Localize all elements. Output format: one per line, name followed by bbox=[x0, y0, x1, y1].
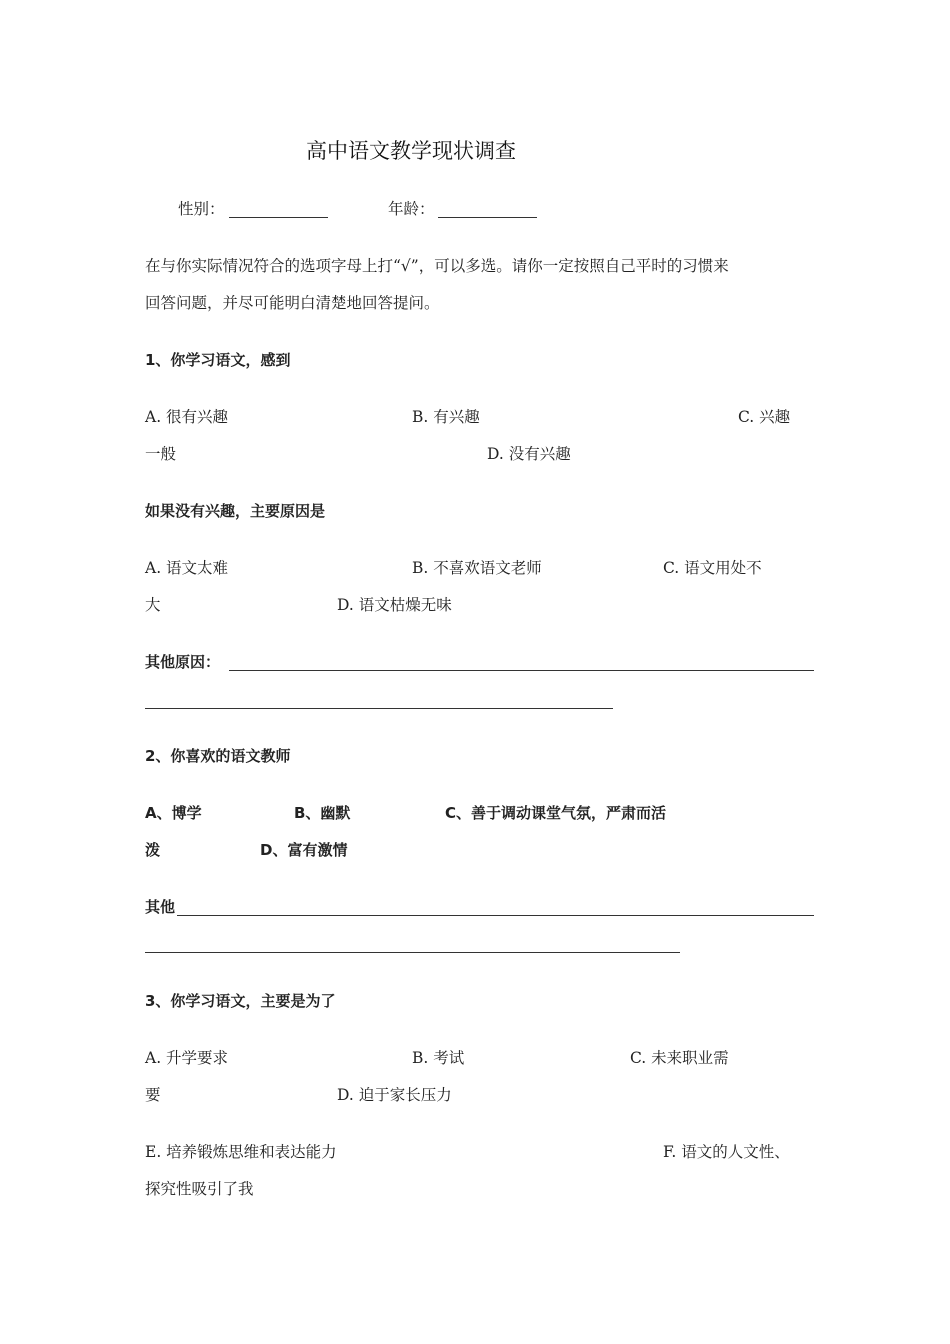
gender-label: 性别： bbox=[178, 200, 225, 218]
instructions-line-1: 在与你实际情况符合的选项字母上打“√”，可以多选。请你一定按照自己平时的习惯来 bbox=[145, 257, 729, 275]
q2-option-b[interactable]: B、幽默 bbox=[294, 804, 351, 822]
q2-option-a[interactable]: A、博学 bbox=[145, 804, 202, 822]
q1-question: 1、你学习语文，感到 bbox=[145, 351, 291, 369]
q1-reason-a[interactable]: A. 语文太难 bbox=[145, 559, 229, 577]
q1-option-d[interactable]: D. 没有兴趣 bbox=[487, 445, 571, 463]
q3-option-f[interactable]: F. 语文的人文性、 bbox=[663, 1143, 790, 1161]
q3-option-c[interactable]: C. 未来职业需 bbox=[630, 1049, 729, 1067]
q3-option-d[interactable]: D. 迫于家长压力 bbox=[337, 1086, 452, 1104]
q1-followup-question: 如果没有兴趣，主要原因是 bbox=[145, 502, 326, 520]
q1-reason-c[interactable]: C. 语文用处不 bbox=[663, 559, 762, 577]
age-label: 年龄： bbox=[388, 200, 435, 218]
age-field[interactable] bbox=[438, 217, 537, 218]
instructions-line-2: 回答问题，并尽可能明白清楚地回答提问。 bbox=[145, 294, 440, 312]
q3-option-c-wrap[interactable]: 要 bbox=[145, 1086, 161, 1104]
q2-other-answer-line-1[interactable] bbox=[177, 915, 814, 916]
q3-option-a[interactable]: A. 升学要求 bbox=[145, 1049, 229, 1067]
q3-option-e[interactable]: E. 培养锻炼思维和表达能力 bbox=[145, 1143, 337, 1161]
q1-reason-c-wrap[interactable]: 大 bbox=[145, 596, 161, 614]
q1-option-c-wrap[interactable]: 一般 bbox=[145, 445, 177, 463]
q1-option-a[interactable]: A. 很有兴趣 bbox=[145, 408, 229, 426]
q2-option-c[interactable]: C、善于调动课堂气氛，严肃而活 bbox=[445, 804, 667, 822]
q1-reason-d[interactable]: D. 语文枯燥无味 bbox=[337, 596, 452, 614]
q3-option-f-wrap[interactable]: 探究性吸引了我 bbox=[145, 1180, 254, 1198]
q3-option-b[interactable]: B. 考试 bbox=[412, 1049, 465, 1067]
q1-option-c[interactable]: C. 兴趣 bbox=[738, 408, 791, 426]
q1-option-b[interactable]: B. 有兴趣 bbox=[412, 408, 480, 426]
q1-other-answer-line-1[interactable] bbox=[229, 670, 814, 671]
q1-reason-b[interactable]: B. 不喜欢语文老师 bbox=[412, 559, 542, 577]
q2-question: 2、你喜欢的语文教师 bbox=[145, 747, 291, 765]
q3-question: 3、你学习语文，主要是为了 bbox=[145, 992, 336, 1010]
gender-field[interactable] bbox=[229, 217, 328, 218]
q2-other-answer-line-2[interactable] bbox=[145, 952, 680, 953]
q1-other-answer-line-2[interactable] bbox=[145, 708, 613, 709]
q2-option-c-wrap[interactable]: 泼 bbox=[145, 841, 161, 859]
q2-option-d[interactable]: D、富有激情 bbox=[260, 841, 348, 859]
page-title: 高中语文教学现状调查 bbox=[306, 139, 516, 163]
q1-other-label: 其他原因： bbox=[145, 653, 221, 671]
q2-other-label: 其他 bbox=[145, 898, 176, 916]
